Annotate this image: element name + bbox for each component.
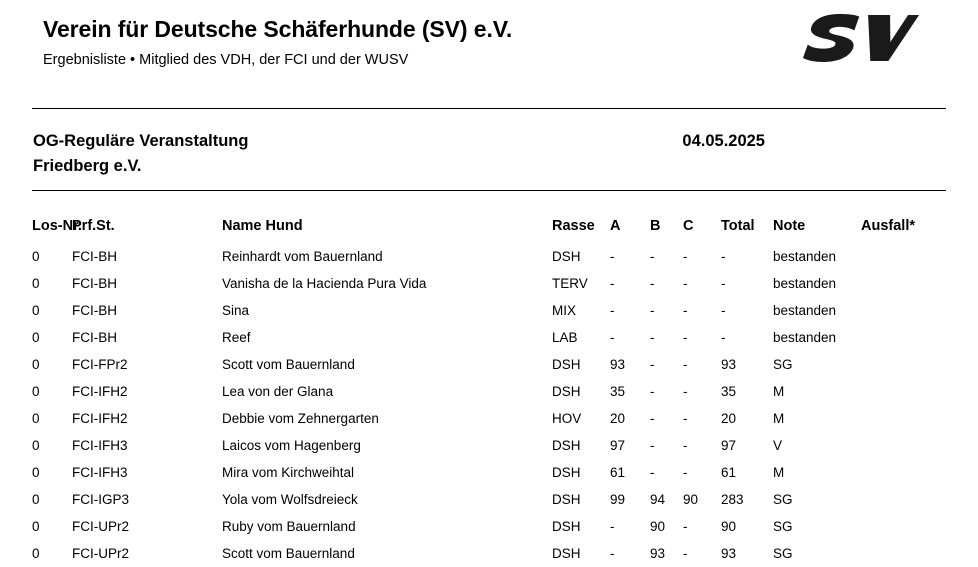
cell-note: SG [773,546,793,561]
cell-a: 99 [610,492,626,507]
event-club: Friedberg e.V. [33,157,142,175]
organization-subtitle: Ergebnisliste • Mitglied des VDH, der FCI und der WUSV [43,52,409,68]
cell-prf-st: FCI-UPr2 [72,519,129,534]
cell-prf-st: FCI-IFH2 [72,384,128,399]
cell-b: - [650,411,655,426]
cell-ausfall [861,297,946,324]
cell-name-hund: Yola vom Wolfsdreieck [222,492,358,507]
cell-name-hund: Sina [222,303,250,318]
cell-a: 20 [610,411,626,426]
cell-ausfall [861,540,946,567]
table-row [32,459,946,486]
cell-b: - [650,465,655,480]
cell-ausfall [861,459,946,486]
cell-name-hund: Ruby vom Bauernland [222,519,356,534]
cell-prf-st: FCI-IFH3 [72,438,128,453]
cell-c: - [683,465,688,480]
cell-ausfall [861,405,946,432]
cell-prf-st: FCI-BH [72,276,117,291]
cell-rasse: DSH [552,438,581,453]
cell-total: - [721,303,726,318]
cell-note: M [773,384,785,399]
column-header-b: B [650,218,661,234]
cell-name-hund: Debbie vom Zehnergarten [222,411,379,426]
cell-c: - [683,384,688,399]
results-table-body [32,243,946,567]
cell-name-hund: Scott vom Bauernland [222,357,355,372]
sv-logo [800,6,920,68]
cell-ausfall [861,486,946,513]
cell-prf-st: FCI-BH [72,303,117,318]
cell-c: - [683,357,688,372]
cell-los-nr: 0 [32,411,40,426]
cell-b: - [650,249,655,264]
cell-total: 20 [721,411,737,426]
cell-name-hund: Laicos vom Hagenberg [222,438,361,453]
cell-los-nr: 0 [32,546,40,561]
cell-los-nr: 0 [32,519,40,534]
cell-note: M [773,465,785,480]
cell-rasse: DSH [552,546,581,561]
cell-los-nr: 0 [32,357,40,372]
cell-note: bestanden [773,303,837,318]
cell-ausfall [861,351,946,378]
cell-note: bestanden [773,330,837,345]
cell-total: 283 [721,492,744,507]
cell-ausfall [861,243,946,270]
cell-b: 94 [650,492,666,507]
cell-rasse: MIX [552,303,577,318]
cell-c: - [683,330,688,345]
cell-ausfall [861,324,946,351]
cell-total: 93 [721,546,737,561]
cell-b: - [650,357,655,372]
cell-rasse: HOV [552,411,582,426]
cell-total: 97 [721,438,737,453]
cell-name-hund: Vanisha de la Hacienda Pura Vida [222,276,427,291]
cell-b: - [650,330,655,345]
cell-note: SG [773,519,793,534]
table-row [32,486,946,513]
cell-name-hund: Lea von der Glana [222,384,334,399]
cell-note: SG [773,492,793,507]
cell-total: 90 [721,519,737,534]
column-header-rasse: Rasse [552,218,595,234]
cell-a: 61 [610,465,626,480]
column-header-c: C [683,218,694,234]
cell-c: - [683,411,688,426]
column-header-ausfall: Ausfall* [861,218,915,234]
cell-rasse: DSH [552,492,581,507]
cell-a: 35 [610,384,626,399]
cell-rasse: DSH [552,249,581,264]
cell-c: - [683,438,688,453]
event-title: OG-Reguläre Veranstaltung [33,132,249,150]
table-row [32,297,946,324]
cell-a: - [610,303,615,318]
cell-a: - [610,276,615,291]
cell-rasse: LAB [552,330,578,345]
cell-prf-st: FCI-UPr2 [72,546,129,561]
table-row [32,243,946,270]
cell-total: 61 [721,465,737,480]
cell-prf-st: FCI-IFH3 [72,465,128,480]
cell-b: - [650,438,655,453]
cell-rasse: DSH [552,519,581,534]
event-block [32,109,946,181]
cell-total: - [721,330,726,345]
cell-note: SG [773,357,793,372]
table-row [32,432,946,459]
cell-prf-st: FCI-BH [72,249,117,264]
cell-a: - [610,249,615,264]
cell-a: - [610,546,615,561]
column-header-los-nr: Los-Nr. [32,218,82,234]
cell-prf-st: FCI-IGP3 [72,492,130,507]
organization-title: Verein für Deutsche Schäferhunde (SV) e.V. [43,16,513,42]
cell-c: - [683,519,688,534]
cell-b: 93 [650,546,666,561]
cell-note: bestanden [773,276,837,291]
table-row [32,378,946,405]
event-divider [32,190,946,191]
column-header-a: A [610,218,621,234]
cell-los-nr: 0 [32,276,40,291]
cell-a: - [610,330,615,345]
cell-a: - [610,519,615,534]
cell-name-hund: Reinhardt vom Bauernland [222,249,383,264]
cell-note: V [773,438,783,453]
cell-a: 93 [610,357,626,372]
table-row [32,405,946,432]
cell-a: 97 [610,438,626,453]
cell-los-nr: 0 [32,438,40,453]
event-date: 04.05.2025 [682,132,765,150]
results-table [32,218,946,567]
cell-ausfall [861,270,946,297]
table-row [32,513,946,540]
cell-c: 90 [683,492,699,507]
cell-c: - [683,303,688,318]
cell-total: - [721,249,726,264]
cell-los-nr: 0 [32,303,40,318]
cell-name-hund: Scott vom Bauernland [222,546,355,561]
cell-b: 90 [650,519,666,534]
cell-ausfall [861,513,946,540]
cell-ausfall [861,378,946,405]
table-row [32,540,946,567]
cell-ausfall [861,432,946,459]
cell-prf-st: FCI-FPr2 [72,357,128,372]
document-header [32,0,946,92]
cell-prf-st: FCI-BH [72,330,117,345]
cell-c: - [683,249,688,264]
cell-los-nr: 0 [32,330,40,345]
cell-los-nr: 0 [32,492,40,507]
cell-prf-st: FCI-IFH2 [72,411,128,426]
cell-total: 35 [721,384,737,399]
cell-los-nr: 0 [32,465,40,480]
cell-b: - [650,303,655,318]
cell-b: - [650,276,655,291]
cell-los-nr: 0 [32,249,40,264]
cell-total: - [721,276,726,291]
column-header-name: Name Hund [222,218,303,234]
cell-name-hund: Mira vom Kirchweihtal [222,465,355,480]
cell-name-hund: Reef [222,330,251,345]
column-header-total: Total [721,218,755,234]
cell-rasse: DSH [552,357,581,372]
cell-rasse: DSH [552,465,581,480]
column-header-note: Note [773,218,806,234]
cell-total: 93 [721,357,737,372]
column-header-prf-st: Prf.St. [72,218,115,234]
table-row [32,351,946,378]
table-header-row [32,218,946,243]
cell-los-nr: 0 [32,384,40,399]
table-row [32,324,946,351]
table-row [32,270,946,297]
cell-rasse: DSH [552,384,581,399]
cell-rasse: TERV [552,276,588,291]
cell-b: - [650,384,655,399]
cell-c: - [683,276,688,291]
cell-note: bestanden [773,249,837,264]
cell-c: - [683,546,688,561]
cell-note: M [773,411,785,426]
